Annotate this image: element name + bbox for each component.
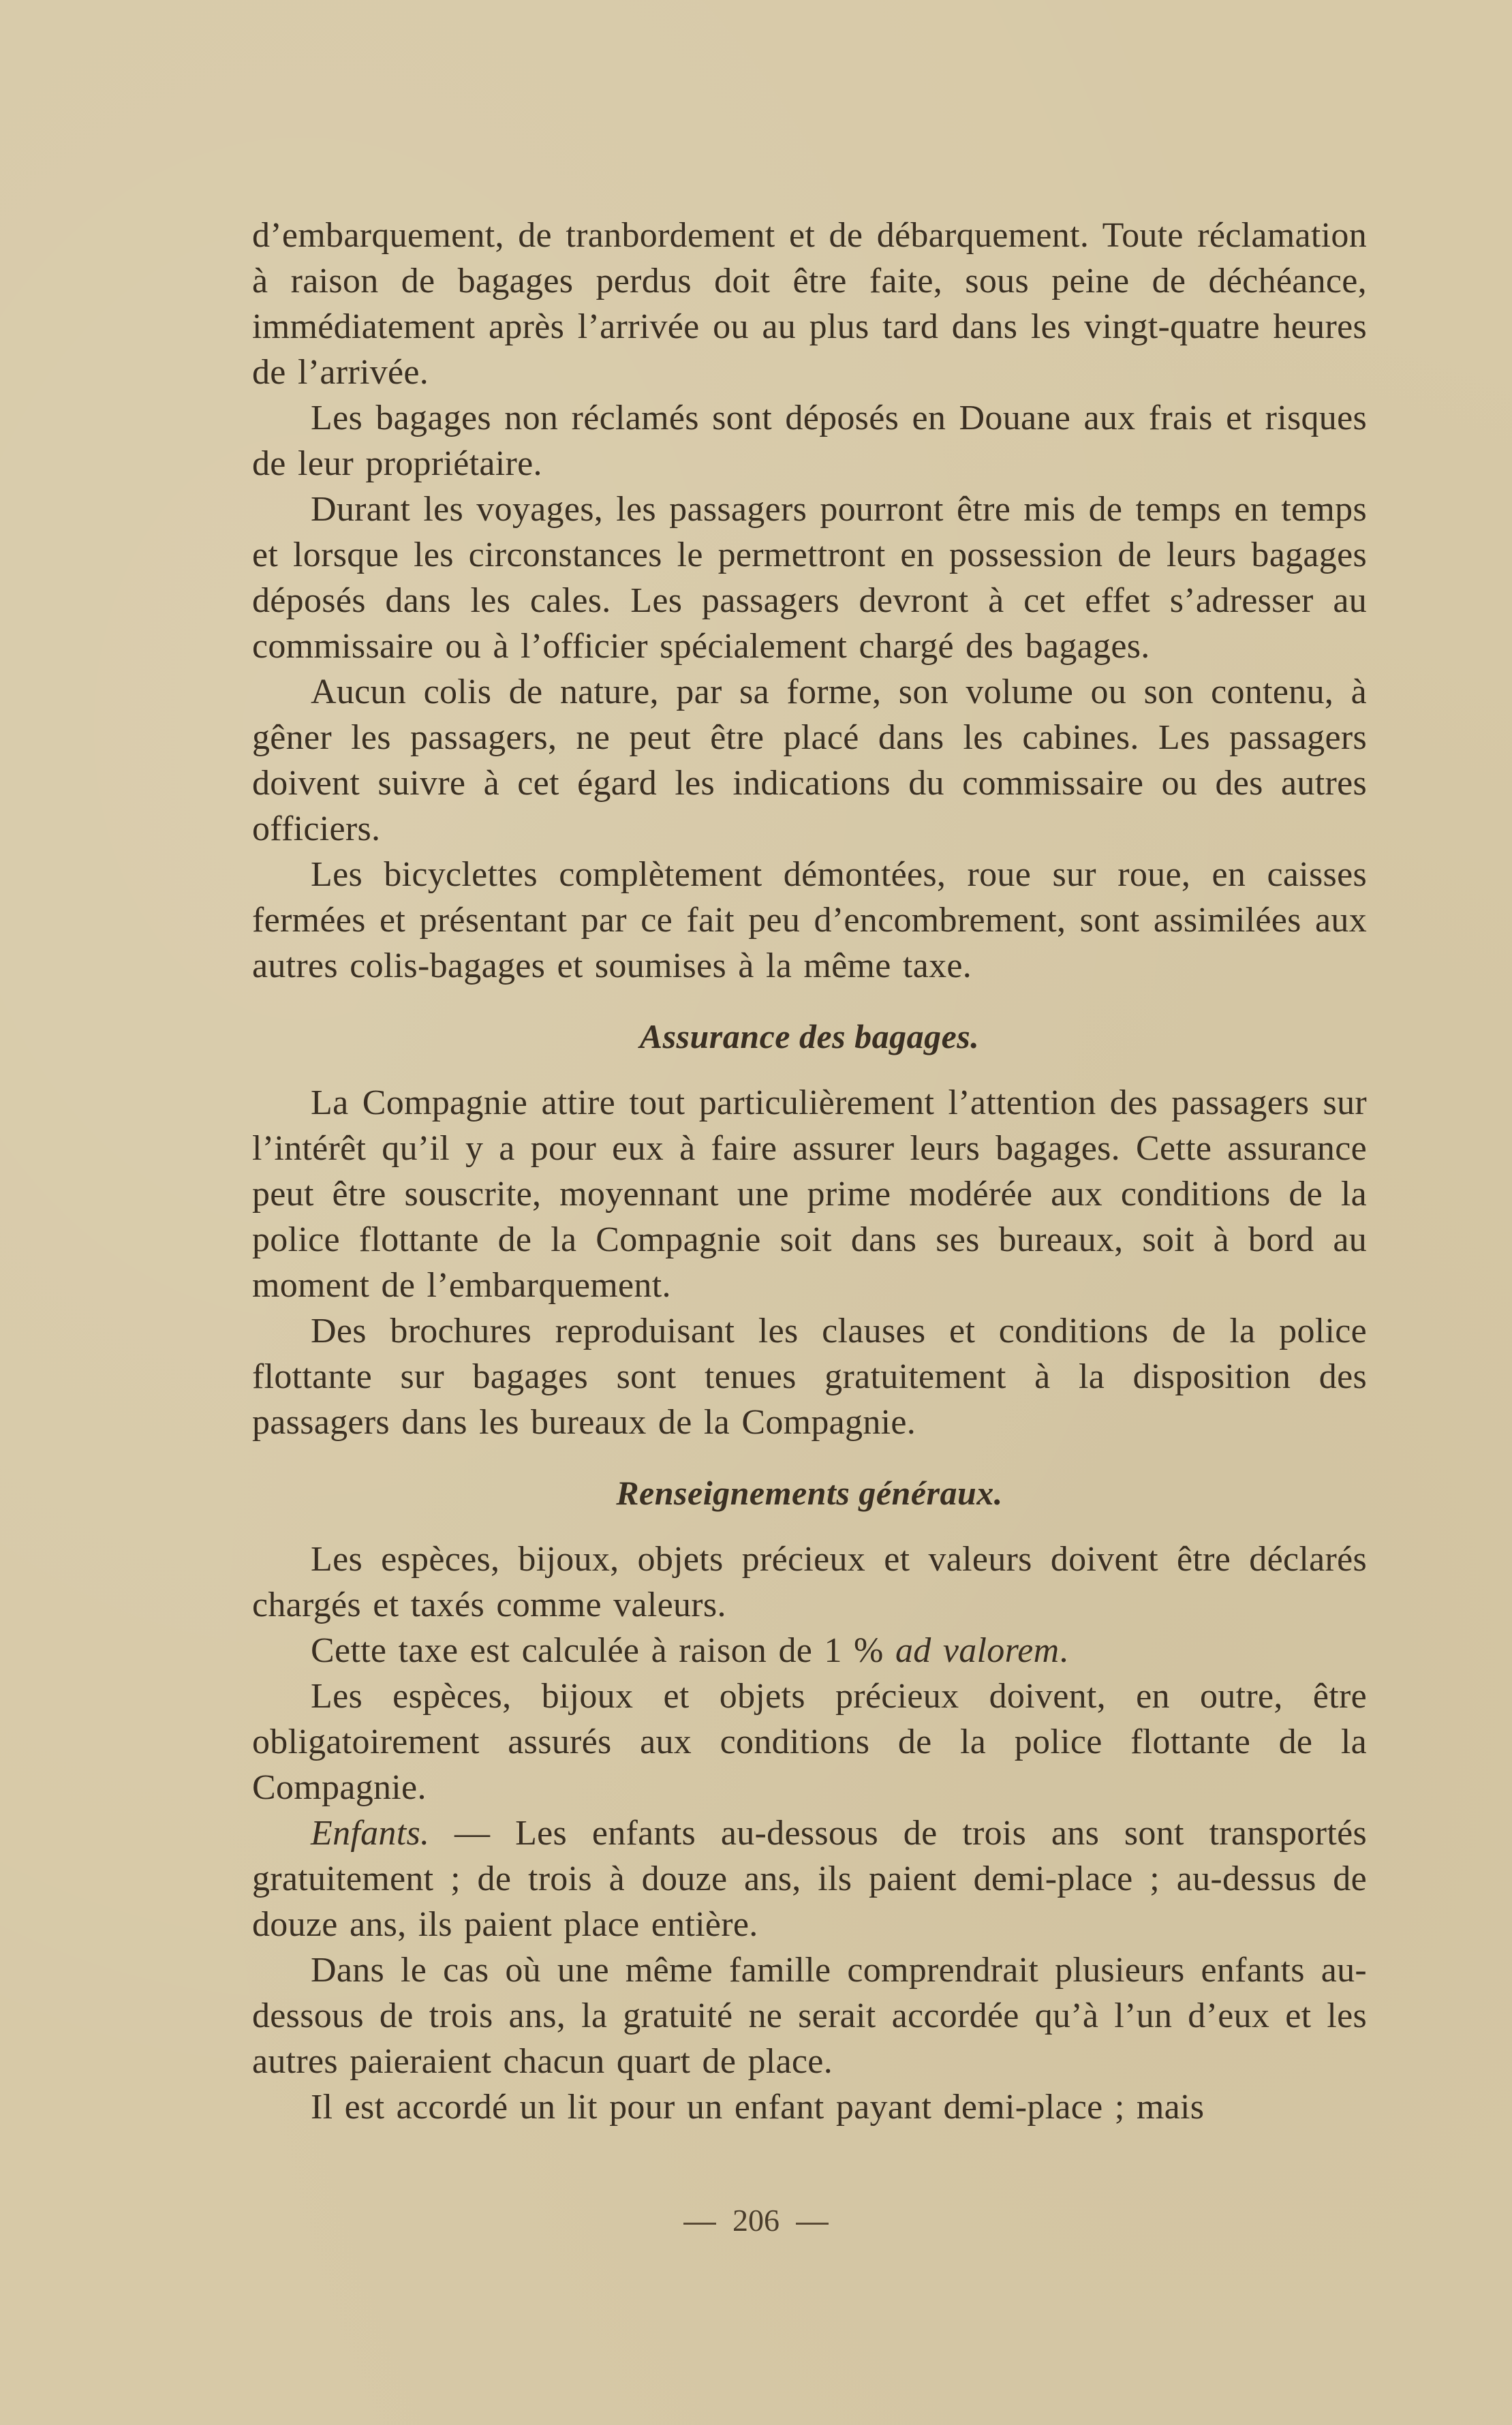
paragraph-insurance-brochures: Des brochures reproduisant les clauses et conditions de la police flottante sur bagages sont tenues gratuitement à la disposition des passagers dans les bureaux de la Compagnie. xyxy=(252,1312,1367,1442)
dash-left xyxy=(683,2223,716,2225)
paragraph-family-children: Dans le cas où une même famille comprendrait plusieurs enfants au-dessous de trois ans, la gratuité ne serait accordée qu’à l’un d’eux et les autres paieraient chacun quart de place. xyxy=(252,1951,1367,2081)
children-text: — Les enfants au-dessous de trois ans sont transportés gratuitement ; de trois à douze ans, ils paient demi-place ; au-dessus de douze ans, ils paient place entière. xyxy=(252,1814,1367,1944)
paragraph-baggage-access: Durant les voyages, les passagers pourront être mis de temps en temps et lorsque les circonstances le permettront en possession de leurs bagages déposés dans les cales. Les passagers devront à cet effet s’adresser au commissaire ou à l’officier spécialement chargé des bagages. xyxy=(252,490,1367,666)
page-number: 206 xyxy=(732,2203,780,2238)
paragraph-valuables-tax xyxy=(252,1628,1367,1673)
page-footer xyxy=(0,2202,1512,2238)
paragraph-bicycles: Les bicyclettes complètement démontées, roue sur roue, en caisses fermées et présentant par ce fait peu d’encombrement, sont assimilées aux autres colis-bagages et soumises à la même taxe. xyxy=(252,855,1367,985)
ad-valorem-italic: ad valorem xyxy=(895,1631,1060,1670)
page-body xyxy=(252,213,1367,2130)
tax-text-end: . xyxy=(1059,1631,1068,1670)
section-heading-baggage-insurance: Assurance des bagages. xyxy=(639,1017,980,1055)
paragraph-unclaimed-baggage: Les bagages non réclamés sont déposés en Douane aux frais et risques de leur propriétaire. xyxy=(252,399,1367,483)
dash-right xyxy=(796,2223,829,2225)
children-label-italic: Enfants. xyxy=(311,1814,430,1853)
paragraph-child-bed: Il est accordé un lit pour un enfant payant demi-place ; mais xyxy=(311,2088,1205,2127)
paragraph-baggage-claims: d’embarquement, de tranbordement et de débarquement. Toute réclamation à raison de bagages perdus doit être faite, sous peine de déchéance, immédiatement après l’arrivée ou au plus tard dans les vingt-quatre heures de l’arrivée. xyxy=(252,216,1367,392)
paragraph-valuables-insurance: Les espèces, bijoux et objets précieux doivent, en outre, être obligatoirement assurés aux conditions de la police flottante de la Compagnie. xyxy=(252,1677,1367,1807)
paragraph-children-fares xyxy=(252,1810,1367,1947)
paragraph-insurance-advice: La Compagnie attire tout particulièrement l’attention des passagers sur l’intérêt qu’il y a pour eux à faire assurer leurs bagages. Cette assurance peut être souscrite, moyennant une prime modérée aux conditions de la police flottante de la Compagnie soit dans ses bureaux, soit à bord au moment de l’embarquement. xyxy=(252,1083,1367,1305)
paragraph-valuables-declaration: Les espèces, bijoux, objets précieux et valeurs doivent être déclarés chargés et taxés comme valeurs. xyxy=(252,1540,1367,1624)
tax-text: Cette taxe est calculée à raison de 1 % xyxy=(311,1631,895,1670)
paragraph-cabin-parcels: Aucun colis de nature, par sa forme, son volume ou son contenu, à gêner les passagers, ne peut être placé dans les cabines. Les passagers doivent suivre à cet égard les indications du commissaire ou des autres officiers. xyxy=(252,673,1367,848)
section-heading-general-information: Renseignements généraux. xyxy=(616,1474,1003,1512)
